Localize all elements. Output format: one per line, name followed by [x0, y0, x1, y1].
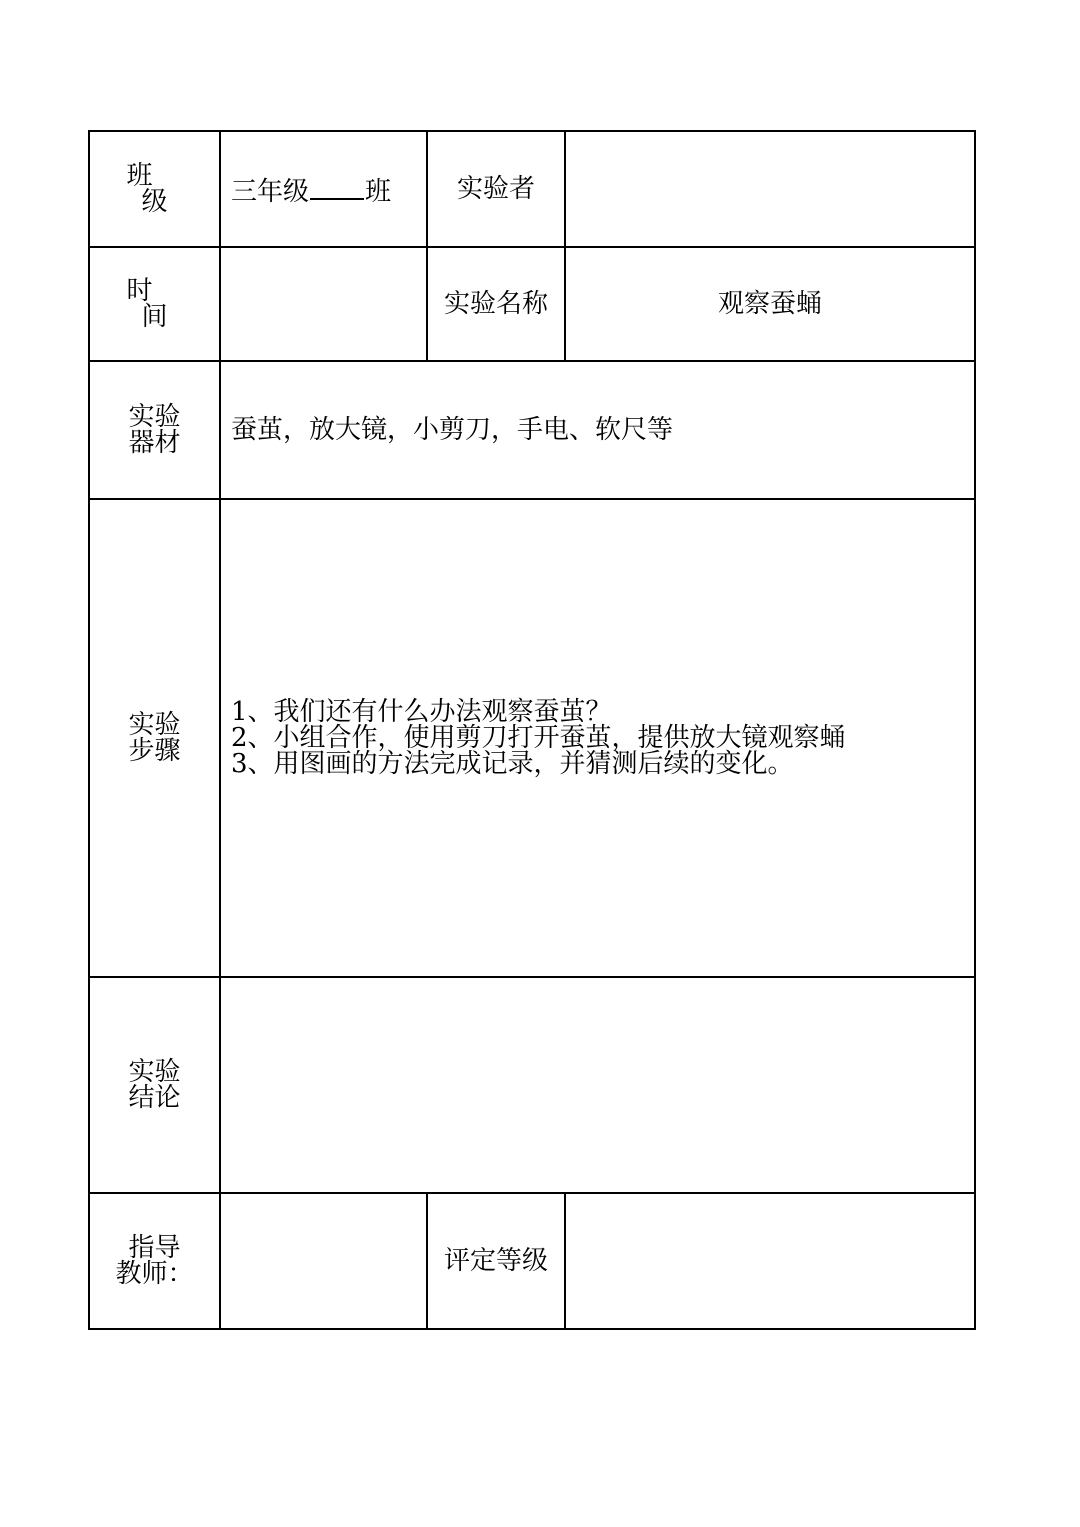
- row-steps: [89, 499, 975, 977]
- experiment-record-form: [88, 130, 976, 1330]
- conclusion-label-line2: 结论: [128, 1083, 181, 1113]
- grade-label-cell: [427, 1193, 565, 1329]
- row-conclusion: [89, 977, 975, 1193]
- teacher-label-cell: [89, 1193, 220, 1329]
- materials-label-cell: [89, 361, 220, 499]
- teacher-label-line1: 指导: [128, 1233, 181, 1263]
- steps-value-cell[interactable]: [220, 499, 975, 977]
- step-item: 1、我们还有什么办法观察蚕茧？: [231, 697, 612, 727]
- experimenter-label: 实验者: [456, 174, 535, 204]
- teacher-value-cell[interactable]: [220, 1193, 427, 1329]
- grade-value-cell[interactable]: [565, 1193, 975, 1329]
- step-item: 3、用图画的方法完成记录，并猜测后续的变化。: [231, 749, 794, 779]
- steps-label-cell: [89, 499, 220, 977]
- time-label: 时 间: [126, 276, 198, 332]
- class-number-blank[interactable]: [310, 174, 364, 200]
- conclusion-label-line1: 实验: [128, 1057, 181, 1087]
- class-label-cell: [89, 131, 220, 247]
- time-label-cell: [89, 247, 220, 361]
- teacher-label-line2: 教师：: [115, 1259, 194, 1289]
- class-value-prefix: 三年级: [231, 176, 310, 207]
- class-label: 班 级: [126, 161, 198, 217]
- class-value-suffix: 班: [365, 176, 392, 207]
- row-teacher: [89, 1193, 975, 1329]
- grade-label: 评定等级: [443, 1246, 548, 1276]
- time-value-cell[interactable]: [220, 247, 427, 361]
- experiment-name-label: 实验名称: [443, 289, 548, 319]
- row-materials: [89, 361, 975, 499]
- steps-label-line1: 实验: [128, 710, 181, 740]
- experimenter-label-cell: [427, 131, 565, 247]
- experimenter-value-cell[interactable]: [565, 131, 975, 247]
- class-value-cell[interactable]: [220, 131, 427, 247]
- materials-value: 蚕茧，放大镜，小剪刀，手电、软尺等: [231, 415, 674, 445]
- row-class: [89, 131, 975, 247]
- conclusion-label-cell: [89, 977, 220, 1193]
- steps-label-line2: 步骤: [128, 736, 181, 766]
- conclusion-value-cell[interactable]: [220, 977, 975, 1193]
- experiment-name-value-cell[interactable]: [565, 247, 975, 361]
- experiment-name-value: 观察蚕蛹: [717, 289, 822, 319]
- materials-label-line1: 实验: [128, 402, 181, 432]
- experiment-name-label-cell: [427, 247, 565, 361]
- row-time: [89, 247, 975, 361]
- step-item: 2、小组合作，使用剪刀打开蚕茧，提供放大镜观察蛹: [231, 723, 846, 753]
- materials-value-cell[interactable]: [220, 361, 975, 499]
- materials-label-line2: 器材: [128, 428, 181, 458]
